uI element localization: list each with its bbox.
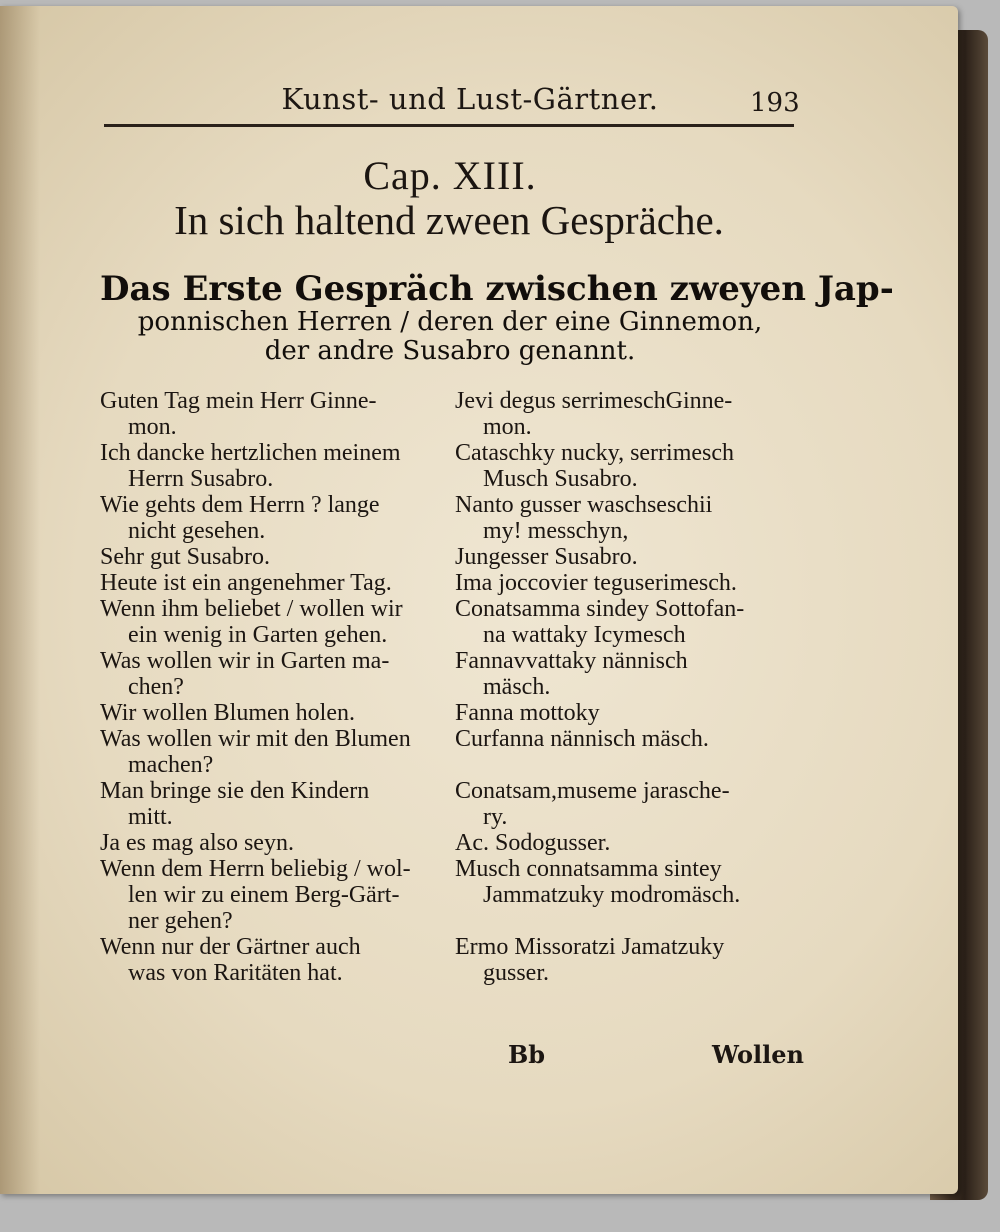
german-text-line: Ich dancke hertzlichen meinem — [100, 440, 401, 466]
chapter-heading: Cap. XIII. — [363, 153, 537, 198]
dialog-row — [100, 726, 800, 778]
dialog-row — [100, 570, 800, 596]
dialog-row — [100, 856, 800, 934]
dialog-row — [100, 544, 800, 570]
japanese-text-line: Jungesser Susabro. — [455, 544, 638, 570]
japanese-text — [453, 388, 800, 440]
japanese-text-line: Jevi degus serrimeschGinne- — [455, 388, 733, 414]
chapter-subtitle: In sich haltend zween Gespräche. — [174, 197, 724, 243]
dialog-table — [100, 388, 800, 986]
japanese-text — [453, 570, 800, 596]
german-text — [100, 856, 453, 934]
japanese-text — [453, 544, 800, 570]
german-text — [100, 830, 453, 856]
german-text-line: mon. — [128, 414, 177, 440]
dialog-row — [100, 778, 800, 830]
german-text — [100, 388, 453, 440]
german-text — [100, 570, 453, 596]
japanese-text — [453, 700, 800, 726]
japanese-text-line: Fannavvattaky nännisch — [455, 648, 688, 674]
german-text — [100, 596, 453, 648]
german-text-line: machen? — [128, 752, 214, 778]
dialog-row — [100, 440, 800, 492]
dialog-row — [100, 492, 800, 544]
dialog-row — [100, 830, 800, 856]
japanese-text — [453, 856, 800, 934]
dialog-row — [100, 388, 800, 440]
german-text-line: Herrn Susabro. — [128, 466, 274, 492]
signature-mark: Bb — [508, 1040, 546, 1069]
japanese-text-line: Fanna mottoky — [455, 700, 600, 726]
german-text — [100, 648, 453, 700]
german-text-line: Wie gehts dem Herrn ? lange — [100, 492, 380, 518]
japanese-text — [453, 726, 800, 778]
japanese-text — [453, 778, 800, 830]
german-text — [100, 934, 453, 986]
japanese-text-line: na wattaky Icymesch — [483, 622, 686, 648]
japanese-text — [453, 596, 800, 648]
page-number: 193 — [750, 88, 800, 118]
german-text — [100, 492, 453, 544]
japanese-text-line: Nanto gusser waschseschii — [455, 492, 713, 518]
german-text-line: len wir zu einem Berg-Gärt- — [128, 882, 400, 908]
japanese-text-line: mäsch. — [483, 674, 551, 700]
dialog-row — [100, 648, 800, 700]
japanese-text-line: Conatsam,museme jarasche- — [455, 778, 730, 804]
german-text-line: Guten Tag mein Herr Ginne- — [100, 388, 377, 414]
dialog-row — [100, 596, 800, 648]
german-text-line: ein wenig in Garten gehen. — [128, 622, 388, 648]
german-text-line: mitt. — [128, 804, 173, 830]
dialog-title — [100, 269, 894, 367]
japanese-text — [453, 934, 800, 986]
dialog-title-line: Das Erste Gespräch zwischen zweyen Jap- — [100, 269, 894, 309]
german-text-line: ner gehen? — [128, 908, 233, 934]
german-text-line: nicht gesehen. — [128, 518, 266, 544]
japanese-text — [453, 648, 800, 700]
dialog-title-line: ponnischen Herren / deren der eine Ginnemon, — [137, 307, 763, 338]
running-header: Kunst- und Lust-Gärtner. — [281, 82, 659, 116]
german-text-line: Was wollen wir in Garten ma- — [100, 648, 390, 674]
german-text-line: Ja es mag also seyn. — [100, 830, 294, 856]
japanese-text-line: gusser. — [483, 960, 549, 986]
japanese-text-line: my! messchyn, — [483, 518, 629, 544]
japanese-text — [453, 492, 800, 544]
german-text-line: Wenn nur der Gärtner auch — [100, 934, 361, 960]
german-text — [100, 778, 453, 830]
german-text-line: Wenn ihm beliebet / wollen wir — [100, 596, 403, 622]
japanese-text-line: Cataschky nucky, serrimesch — [455, 440, 735, 466]
japanese-text-line: Conatsamma sindey Sottofan- — [455, 596, 745, 622]
german-text-line: chen? — [128, 674, 184, 700]
japanese-text-line: Musch Susabro. — [483, 466, 638, 492]
german-text-line: was von Raritäten hat. — [128, 960, 343, 986]
japanese-text-line: Ima joccovier teguserimesch. — [455, 570, 737, 596]
japanese-text-line: Curfanna nännisch mäsch. — [455, 726, 709, 752]
japanese-text-line: Jammatzuky modromäsch. — [483, 882, 741, 908]
catchword: Wollen — [712, 1040, 804, 1069]
german-text — [100, 544, 453, 570]
dialog-row — [100, 934, 800, 986]
german-text — [100, 440, 453, 492]
german-text-line: Man bringe sie den Kindern — [100, 778, 370, 804]
japanese-text-line: Musch connatsamma sintey — [455, 856, 722, 882]
header-rule — [104, 124, 794, 127]
japanese-text-line: mon. — [483, 414, 532, 440]
german-text-line: Heute ist ein angenehmer Tag. — [100, 570, 392, 596]
page-gutter — [0, 6, 40, 1194]
japanese-text — [453, 440, 800, 492]
german-text-line: Was wollen wir mit den Blumen — [100, 726, 411, 752]
japanese-text-line: Ermo Missoratzi Jamatzuky — [455, 934, 725, 960]
japanese-text-line: Ac. Sodogusser. — [455, 830, 611, 856]
japanese-text-line: ry. — [483, 804, 508, 830]
dialog-row — [100, 700, 800, 726]
german-text-line: Wenn dem Herrn beliebig / wol- — [100, 856, 411, 882]
japanese-text — [453, 830, 800, 856]
german-text-line: Sehr gut Susabro. — [100, 544, 270, 570]
german-text — [100, 726, 453, 778]
german-text-line: Wir wollen Blumen holen. — [100, 700, 355, 726]
german-text — [100, 700, 453, 726]
dialog-title-line: der andre Susabro genannt. — [264, 336, 636, 367]
